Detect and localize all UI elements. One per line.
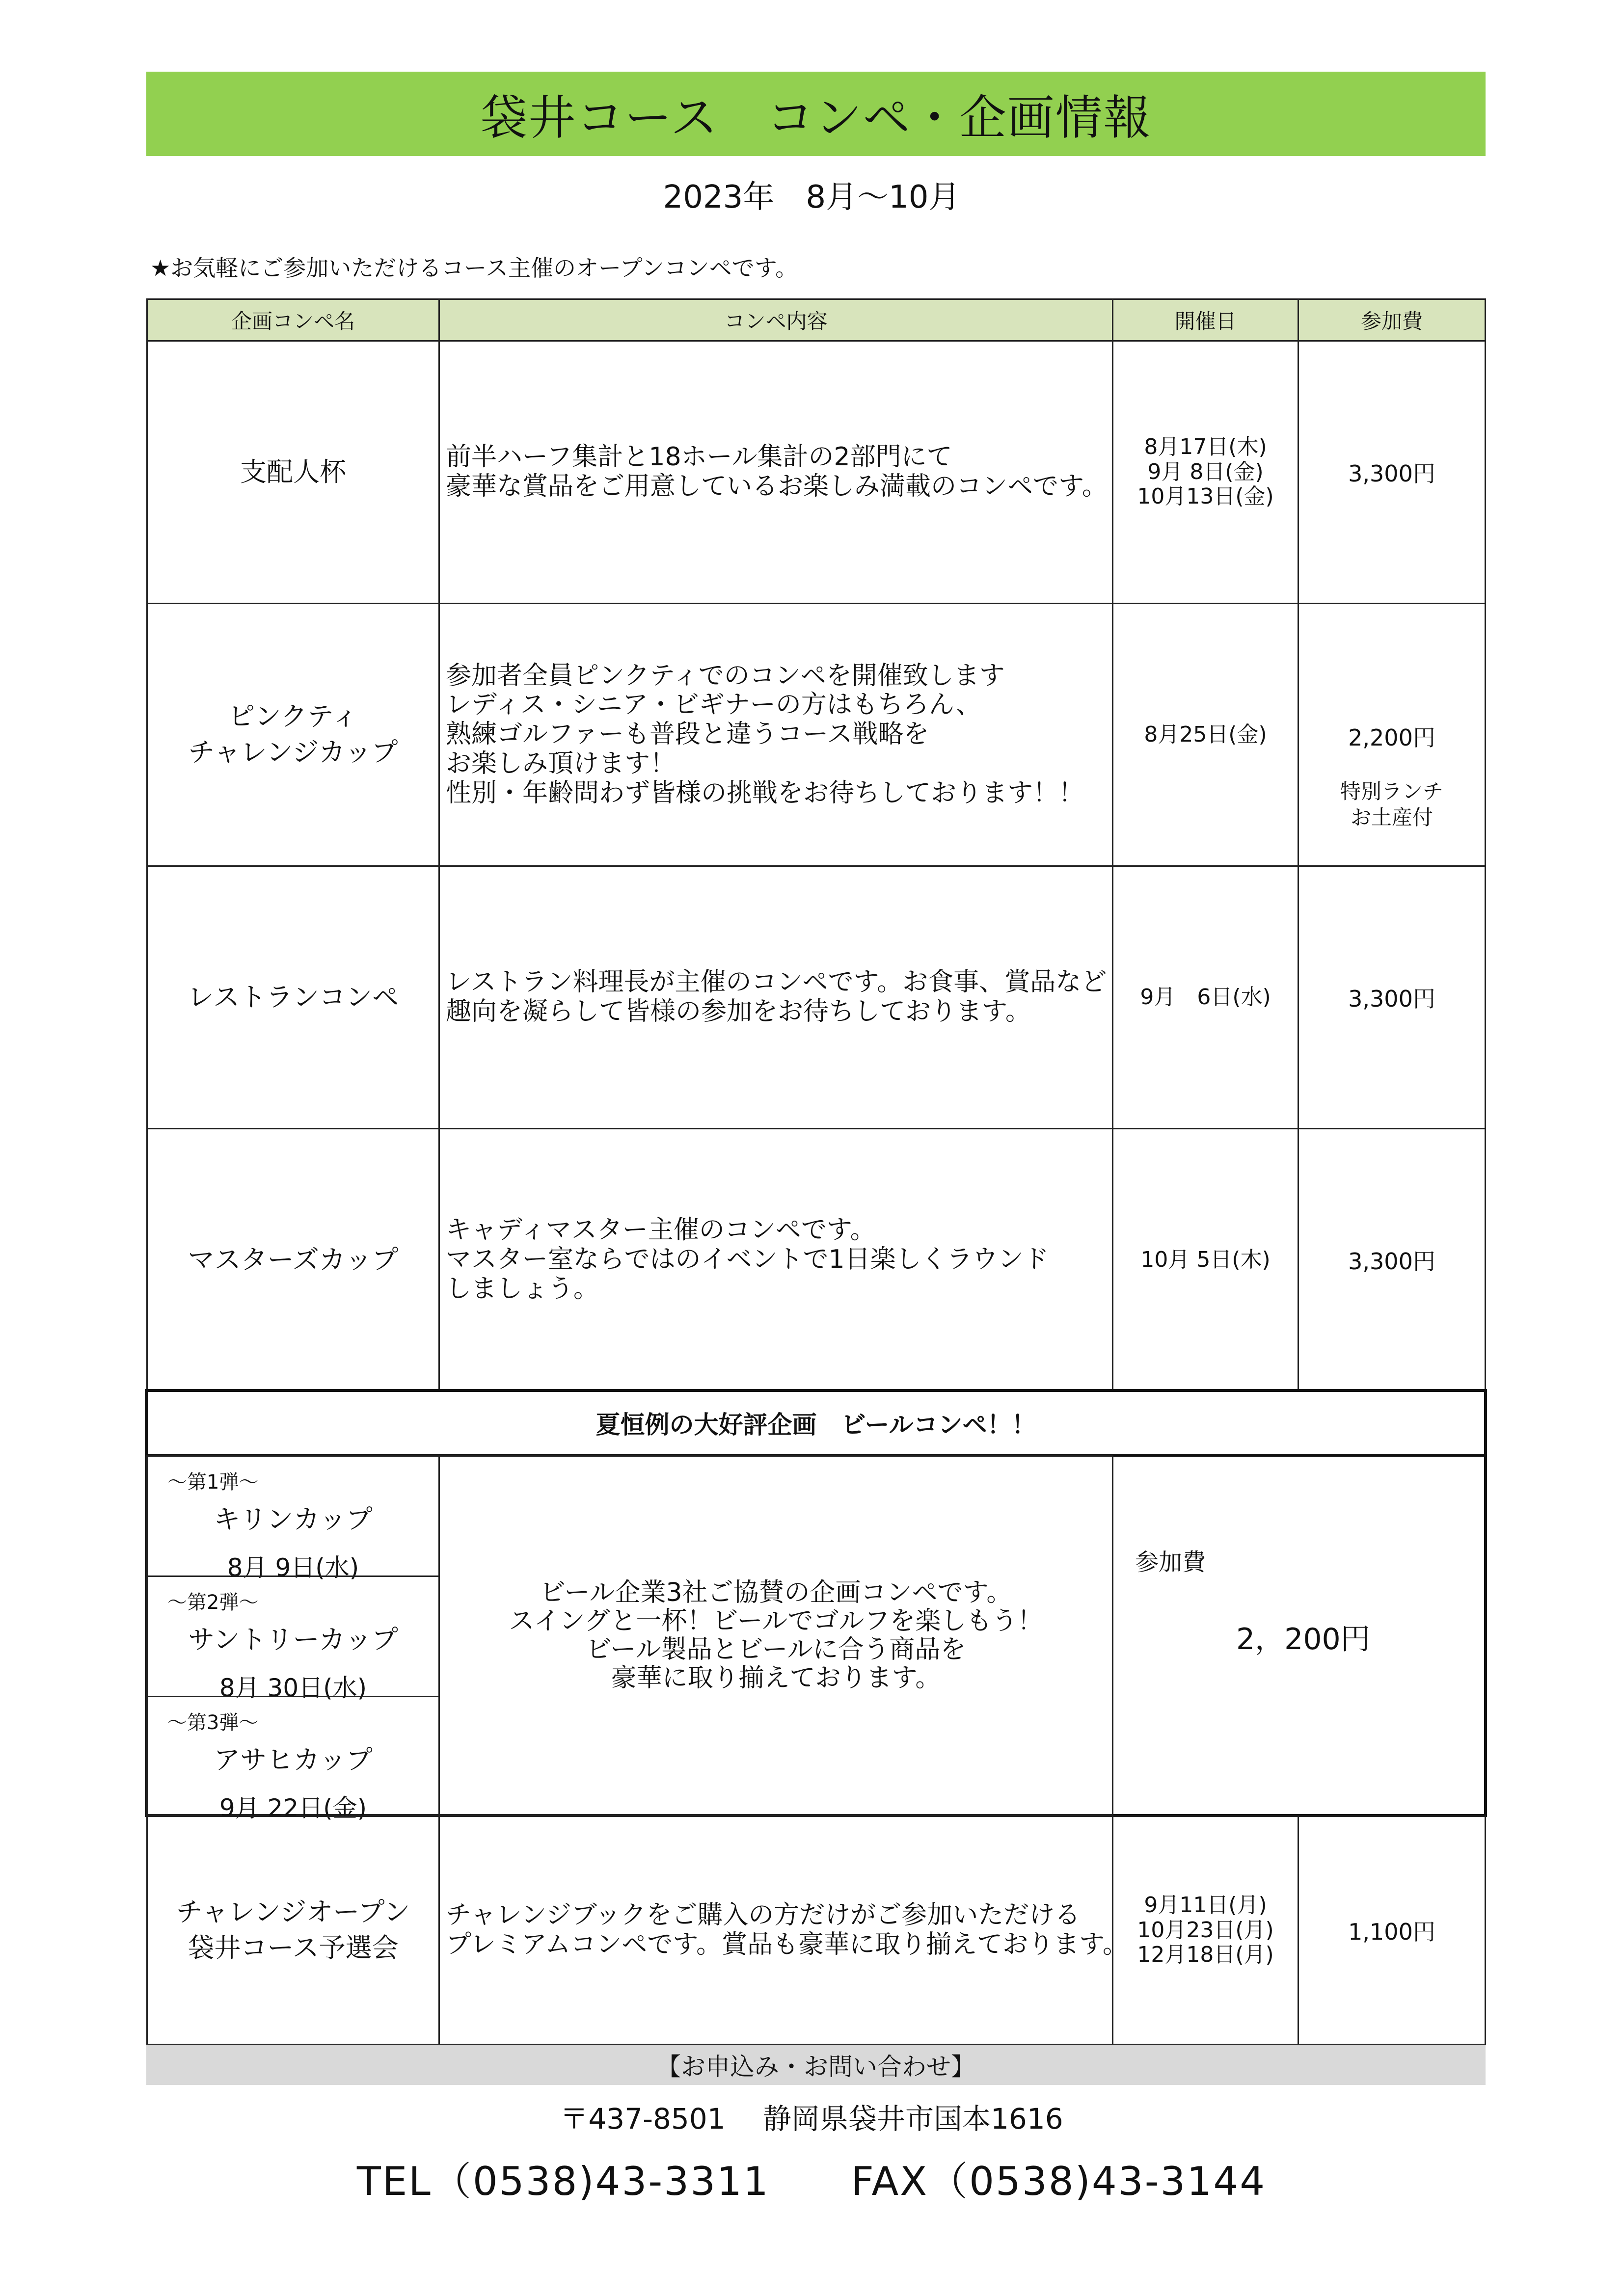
contact-address: 〒437-8501 静岡県袋井市国本1616 — [560, 2102, 1063, 2136]
beer-fee-label: 参加費 — [1135, 1548, 1206, 1576]
beer-content — [438, 1455, 1113, 1815]
row2-content-line: 性別・年齢問わず皆様の挑戦をお待ちしております！！ — [446, 778, 1084, 808]
row2-content-line: お楽しみ頂けます！ — [446, 748, 676, 778]
row1-content-line: 前半ハーフ集計と18ホール集計の2部門にて — [446, 442, 952, 472]
beer-cup-round: ～第3弾～ — [167, 1711, 259, 1734]
row3-name-line: レストランコンペ — [187, 981, 399, 1013]
beer-cup-round: ～第2弾～ — [167, 1591, 259, 1614]
row4-content-line: しましょう。 — [446, 1274, 599, 1304]
challenge-date: 12月18日(月) — [1137, 1942, 1274, 1968]
header-name: 企画コンペ名 — [146, 298, 440, 342]
beer-section-title: 夏恒例の大好評企画 ビールコンペ！！ — [145, 1389, 1487, 1457]
challenge-content-line: プレミアムコンペです。賞品も豪華に取り揃えております。 — [446, 1930, 1128, 1959]
row1-date: 8月17日(木) — [1144, 434, 1267, 460]
beer-content-line: ビール製品とビールに合う商品を — [586, 1635, 966, 1664]
beer-cup-date: 8月 9日(水) — [227, 1553, 359, 1582]
row3-dates — [1112, 865, 1299, 1129]
row1-date: 10月13日(金) — [1137, 484, 1274, 509]
beer-cup-date: 8月 30日(水) — [219, 1674, 367, 1702]
beer-cup-name: キリンカップ — [214, 1504, 373, 1535]
row1-date: 9月 8日(金) — [1147, 459, 1264, 484]
row1-name — [146, 340, 440, 604]
row2-content-line: 参加者全員ピンクティでのコンペを開催致します — [446, 661, 1005, 691]
row2-fee-value: 2,200円 — [1348, 724, 1435, 751]
row4-content-line: キャディマスター主催のコンペです。 — [446, 1215, 876, 1245]
row1-name-line: 支配人杯 — [240, 456, 346, 487]
row2-fee-note: 特別ランチ — [1340, 779, 1443, 803]
row2-date: 8月25日(金) — [1144, 721, 1267, 747]
beer-cup-name: アサヒカップ — [214, 1744, 373, 1775]
row4-name-line: マスターズカップ — [188, 1244, 399, 1275]
row1-content-line: 豪華な賞品をご用意しているお楽しみ満載のコンペです。 — [446, 472, 1108, 501]
row3-content-line: レストラン料理長が主催のコンペです。お食事、賞品など — [446, 967, 1107, 997]
row3-name — [146, 865, 440, 1129]
row2-fee-note: お土産付 — [1350, 805, 1433, 829]
beer-content-line: ビール企業3社ご協賛の企画コンペです。 — [540, 1577, 1012, 1607]
header-fee: 参加費 — [1298, 298, 1486, 342]
row2-name — [146, 603, 440, 867]
period-label: 2023年 8月～10月 — [663, 179, 960, 215]
beer-fee-value: 2，200円 — [1236, 1622, 1370, 1656]
beer-cup-2 — [146, 1575, 440, 1702]
challenge-fee: 1,100円 — [1298, 1815, 1486, 2045]
row4-date: 10月 5日(木) — [1140, 1247, 1271, 1272]
row4-name — [146, 1128, 440, 1392]
row4-content-line: マスター室ならではのイベントで1日楽しくラウンド — [446, 1245, 1049, 1275]
beer-cup-3 — [146, 1696, 440, 1822]
beer-fee — [1113, 1457, 1485, 1814]
challenge-content — [438, 1815, 1128, 2045]
challenge-dates — [1112, 1815, 1299, 2045]
challenge-content-line: チャレンジブックをご購入の方だけがご参加いただける — [446, 1900, 1081, 1930]
challenge-date: 9月11日(月) — [1144, 1893, 1267, 1918]
row4-fee: 3,300円 — [1298, 1128, 1486, 1392]
row3-content-line: 趣向を凝らして皆様の参加をお待ちしております。 — [446, 997, 1031, 1026]
row3-date: 9月 6日(水) — [1140, 984, 1271, 1010]
contact-phones: TEL（0538)43-3311 FAX（0538)43-3144 — [356, 2159, 1267, 2204]
row1-dates — [1112, 340, 1299, 604]
row2-name-line: チャレンジカップ — [188, 737, 398, 768]
row4-content — [438, 1128, 1113, 1392]
beer-cup-round: ～第1弾～ — [167, 1471, 259, 1494]
row2-dates — [1112, 603, 1299, 867]
beer-content-line: 豪華に取り揃えております。 — [611, 1663, 941, 1693]
beer-cup-1 — [146, 1455, 440, 1582]
intro-text: ★お気軽にご参加いただけるコース主催のオープンコンペです。 — [150, 255, 798, 281]
contact-heading: 【お申込み・お問い合わせ】 — [146, 2045, 1486, 2085]
row2-content — [438, 603, 1113, 867]
challenge-name — [146, 1815, 440, 2045]
header-content: コンペ内容 — [438, 298, 1113, 342]
challenge-name-line: 袋井コース予選会 — [188, 1932, 399, 1963]
row1-content — [438, 340, 1113, 604]
row1-fee: 3,300円 — [1298, 340, 1486, 604]
row2-content-line: 熟練ゴルファーも普段と違うコース戦略を — [446, 720, 929, 749]
challenge-date: 10月23日(月) — [1137, 1917, 1274, 1943]
beer-content-line: スイングと一杯！ビールでゴルフを楽しもう！ — [509, 1606, 1043, 1636]
row3-fee: 3,300円 — [1298, 865, 1486, 1129]
challenge-name-line: チャレンジオープン — [176, 1896, 410, 1928]
row2-fee — [1298, 603, 1486, 867]
header-date: 開催日 — [1112, 298, 1299, 342]
row2-name-line: ピンクティ — [228, 701, 358, 732]
row3-content — [438, 865, 1113, 1129]
row2-content-line: レディス・シニア・ビギナーの方はもちろん、 — [446, 690, 981, 720]
row4-dates — [1112, 1128, 1299, 1392]
page-title: 袋井コース コンペ・企画情報 — [146, 72, 1486, 156]
beer-cup-name: サントリーカップ — [188, 1624, 398, 1655]
beer-cup-date: 9月 22日(金) — [219, 1794, 367, 1822]
